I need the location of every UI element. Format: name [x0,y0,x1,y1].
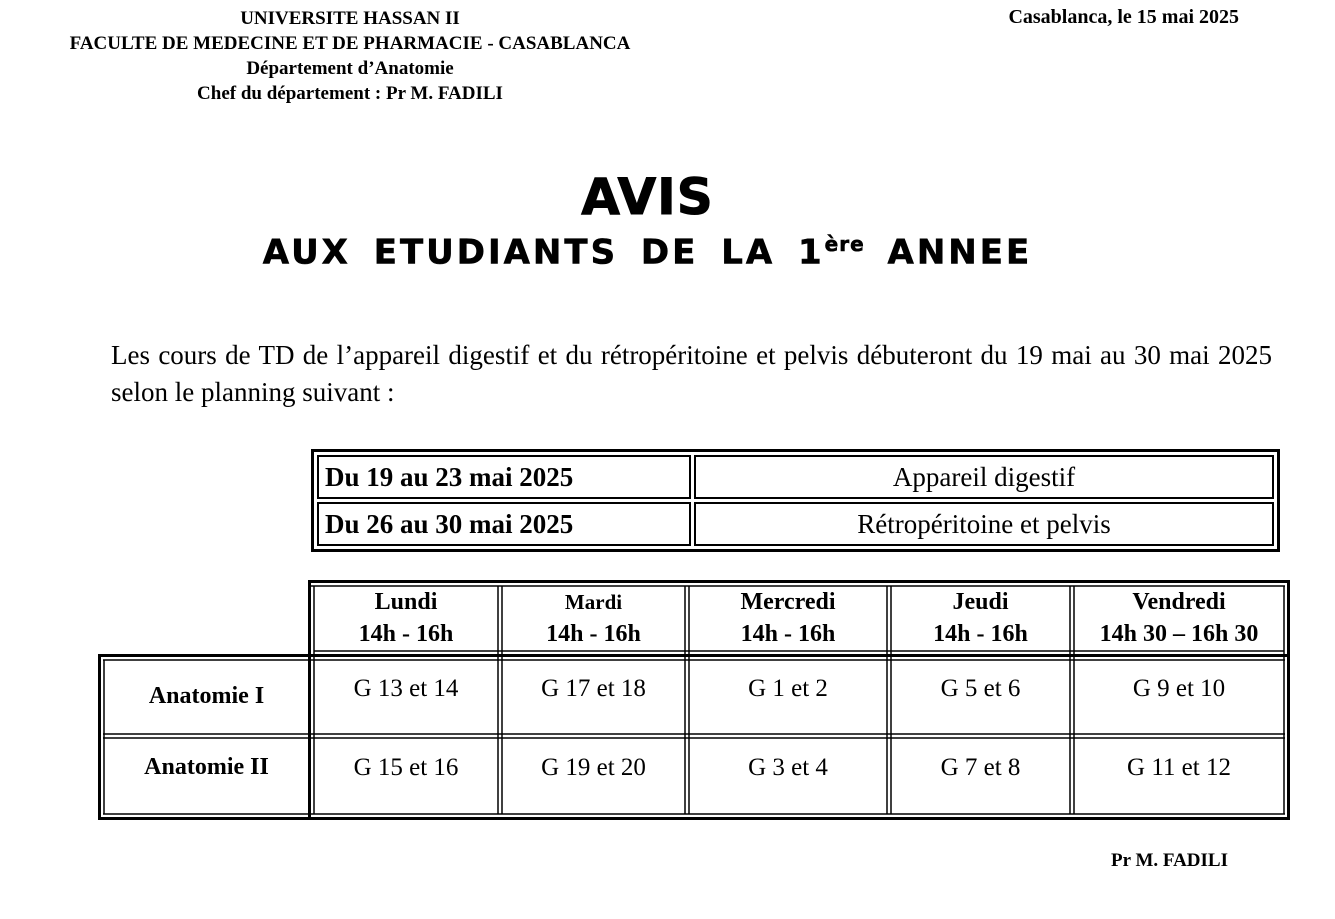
day-header-jeudi [891,586,1070,651]
period-dates: Du 19 au 23 mai 2025 [317,455,691,499]
group-cell: G 11 et 12 [1127,754,1231,781]
day-time: 14h - 16h [546,621,641,647]
faculty-name: FACULTE DE MEDECINE ET DE PHARMACIE - CASABLANCA [69,33,631,54]
day-name: Vendredi [1132,589,1226,615]
group-cell: G 17 et 18 [541,675,646,702]
period-topic: Appareil digestif [694,455,1274,499]
group-cell: G 7 et 8 [940,754,1021,781]
day-time: 14h - 16h [740,621,836,647]
notice-title: AVIS [581,168,714,226]
intro-paragraph: Les cours de TD de l’appareil digestif et du rétropéritoine et pelvis débuteront du 19 mai au 30 mai 2025 selon le planning suivant : [111,340,1272,407]
department-chief: Chef du département : Pr M. FADILI [197,83,503,104]
university-name: UNIVERSITE HASSAN II [240,8,460,29]
day-name: Jeudi [952,589,1009,615]
row-label-anatomie-1: Anatomie I [148,683,265,709]
notice-subtitle: AUX ETUDIANTS DE LA 1ère ANNEE [262,232,1033,273]
group-cell: G 5 et 6 [940,675,1021,702]
group-cell: G 19 et 20 [541,754,646,781]
day-header-lundi [314,586,498,651]
day-name: Lundi [374,589,438,615]
group-cell: G 15 et 16 [353,754,459,781]
table-row [317,502,1274,546]
group-cell: G 3 et 4 [748,754,828,781]
day-header-vendredi [1074,586,1284,651]
period-topic: Rétropéritoine et pelvis [694,502,1274,546]
department-name: Département d’Anatomie [246,58,454,79]
group-cell: G 1 et 2 [748,675,828,702]
day-header-mardi [502,586,685,651]
period-table [311,449,1280,552]
day-name: Mercredi [740,589,836,615]
signature: Pr M. FADILI [1111,850,1228,871]
day-time: 14h - 16h [358,621,454,647]
document-date: Casablanca, le 15 mai 2025 [1008,6,1239,28]
table-row [317,455,1274,499]
row-label-anatomie-2: Anatomie II [144,754,269,780]
period-dates: Du 26 au 30 mai 2025 [317,502,691,546]
group-cell: G 13 et 14 [353,675,459,702]
day-time: 14h - 16h [933,621,1028,647]
day-time: 14h 30 – 16h 30 [1099,621,1259,647]
group-cell: G 9 et 10 [1132,675,1226,702]
schedule-table [98,580,1290,820]
day-header-mercredi [689,586,887,651]
letterhead [30,6,670,106]
day-name: Mardi [564,590,623,614]
